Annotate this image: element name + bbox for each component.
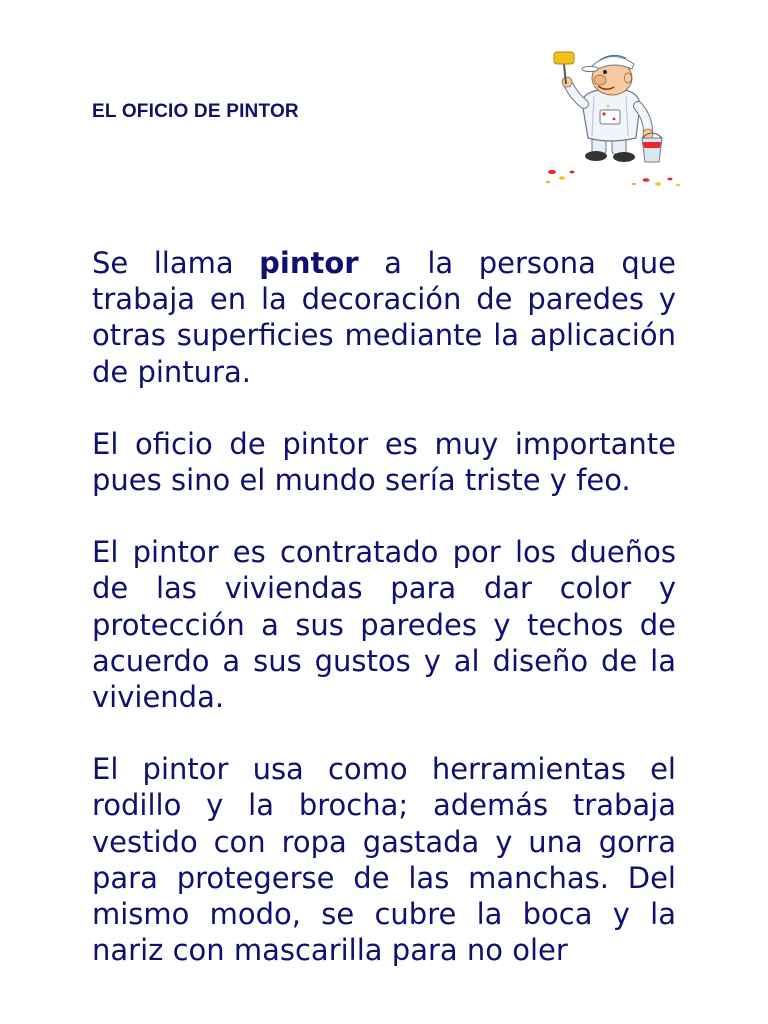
paragraph-4: El pintor usa como herramientas el rodillo y la brocha; además trabaja vestido con ropa gastada y una gorra para protegerse de las manchas. Del mismo modo, se cubre la boca y la nariz con mascarilla para no oler	[92, 752, 676, 968]
paragraph-1-start: Se llama	[92, 246, 260, 280]
body-text	[92, 245, 676, 1004]
paint-splatters	[546, 170, 680, 186]
paragraph-2: El oficio de pintor es muy importante pues sino el mundo sería triste y feo.	[92, 426, 676, 498]
paragraph-1-rest: a la persona que trabaja en la decoración de paredes y otras superficies mediante la aplicación de pintura.	[92, 246, 676, 389]
document-title: EL OFICIO DE PINTOR	[92, 101, 299, 122]
paragraph-3: El pintor es contratado por los dueños de las viviendas para dar color y protección a sus paredes y techos de acuerdo a sus gustos y al diseño de la vivienda.	[92, 535, 676, 715]
paragraph-1	[92, 245, 676, 390]
keyword-pintor: pintor	[259, 246, 359, 280]
painter-illustration	[538, 44, 684, 194]
